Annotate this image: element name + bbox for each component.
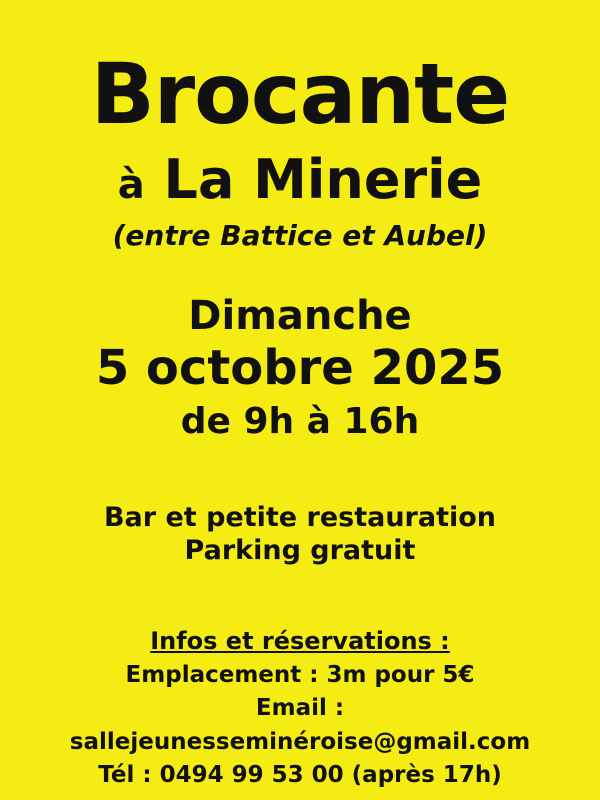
poster-title: Brocante [90, 45, 510, 143]
subtitle-place: La Minerie [163, 148, 483, 211]
service-item: Bar et petite restauration [103, 501, 497, 533]
event-date: 5 octobre 2025 [95, 340, 505, 397]
info-heading: Infos et réservations : [150, 627, 450, 656]
date-block [96, 294, 504, 443]
info-line-email: Email : sallejeunesseminéroise@gmail.com [69, 695, 531, 755]
event-hours: de 9h à 16h [180, 401, 420, 443]
subtitle-preposition: à [117, 162, 145, 208]
info-line-price: Emplacement : 3m pour 5€ [125, 661, 475, 688]
location-note: (entre Battice et Aubel) [112, 218, 488, 252]
service-item: Parking gratuit [184, 535, 416, 567]
services-block [104, 501, 496, 569]
info-line-phone: Tél : 0494 99 53 00 (après 17h) [98, 761, 502, 788]
poster-subtitle [117, 148, 483, 211]
day-name: Dimanche [188, 292, 412, 339]
info-block [24, 624, 576, 792]
